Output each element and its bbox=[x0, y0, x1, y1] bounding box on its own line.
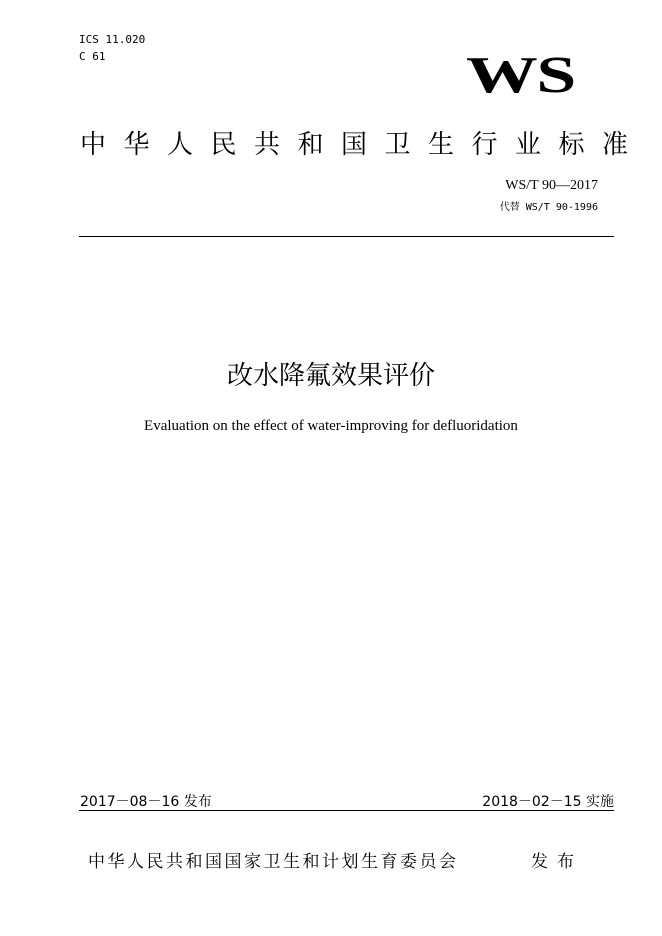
classification-code: C 61 bbox=[79, 50, 106, 63]
ws-logo: WS bbox=[466, 47, 575, 104]
document-title-en: Evaluation on the effect of water-improving for defluoridation bbox=[144, 418, 518, 434]
implement-date: 2018－02－15 实施 bbox=[482, 794, 614, 810]
document-title-zh: 改水降氟效果评价 bbox=[226, 361, 435, 391]
top-divider bbox=[79, 236, 614, 237]
standard-number: WS/T 90—2017 bbox=[505, 178, 598, 193]
ics-code: ICS 11.020 bbox=[79, 33, 146, 46]
standard-title: 中华人民共和国卫生行业标准 bbox=[80, 130, 646, 160]
publish-date: 2017－08－16 发布 bbox=[80, 794, 212, 810]
replaces-note: 代替 WS/T 90-1996 bbox=[499, 202, 598, 213]
bottom-divider bbox=[79, 810, 614, 811]
issuing-authority: 中华人民共和国国家卫生和计划生育委员会 bbox=[88, 852, 459, 872]
issue-label: 发布 bbox=[531, 852, 583, 872]
